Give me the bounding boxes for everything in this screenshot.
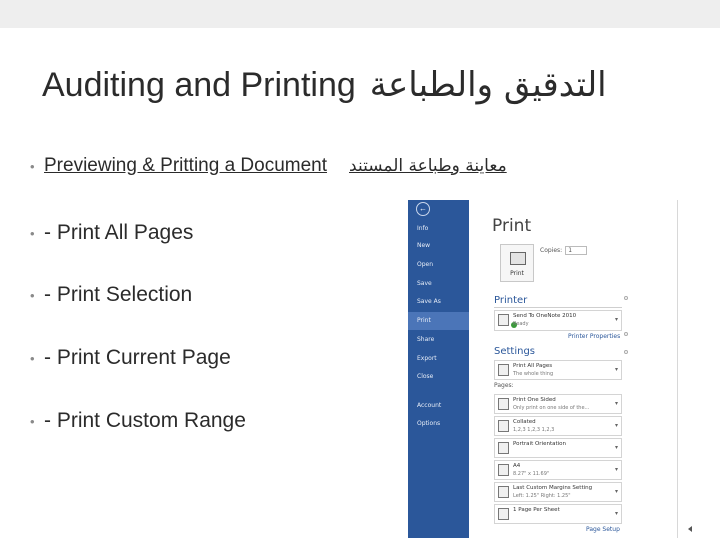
portrait-icon	[498, 442, 509, 454]
margins-dropdown[interactable]	[494, 482, 622, 502]
setting-line1: Collated	[513, 419, 536, 425]
copies-input[interactable]: 1	[565, 246, 587, 255]
nav-item-account[interactable]: Account	[417, 402, 442, 409]
pages-per-sheet-dropdown[interactable]	[494, 504, 622, 524]
sub-bullet-text: - Print Selection	[44, 283, 193, 306]
slide-number-marker	[688, 526, 694, 534]
setting-line1: Print One Sided	[513, 397, 556, 403]
chevron-down-icon: ▾	[614, 445, 618, 451]
setting-line1: Last Custom Margins Setting	[513, 485, 593, 491]
chevron-down-icon: ▾	[614, 489, 618, 495]
margins-icon	[498, 486, 509, 498]
sub-bullet-print-current	[30, 344, 390, 372]
pages-per-sheet-icon	[498, 508, 509, 520]
bullet-icon: •	[30, 158, 35, 174]
title-english: Auditing and Printing	[42, 65, 356, 104]
nav-item-share[interactable]: Share	[417, 336, 435, 343]
pages-icon	[498, 364, 509, 376]
sides-icon	[498, 398, 509, 410]
print-button[interactable]	[500, 244, 534, 282]
info-icon	[624, 332, 628, 336]
info-icon	[624, 296, 628, 300]
printer-dropdown[interactable]	[494, 310, 622, 331]
setting-line1: Portrait Orientation	[513, 441, 567, 447]
copies-label: Copies:	[540, 247, 563, 254]
slide-title	[42, 60, 682, 110]
setting-line1: A4	[513, 463, 521, 469]
printer-properties-link[interactable]: Printer Properties	[568, 333, 621, 340]
printer-heading: Printer	[494, 295, 528, 306]
sub-bullet-print-all	[30, 219, 390, 247]
main-bullet-arabic: معاينة وطباعة المستند	[349, 156, 507, 176]
printer-icon	[510, 252, 526, 265]
nav-item-options[interactable]: Options	[417, 420, 441, 427]
setting-line1: 1 Page Per Sheet	[513, 507, 560, 513]
sub-bullet-text: - Print All Pages	[44, 221, 194, 244]
paper-size-dropdown[interactable]	[494, 460, 622, 480]
nav-item-open[interactable]: Open	[417, 261, 434, 268]
setting-line1: Print All Pages	[513, 363, 553, 369]
bullet-icon: •	[30, 225, 35, 241]
bullet-icon: •	[30, 413, 35, 429]
nav-item-save-as[interactable]: Save As	[417, 298, 441, 305]
setting-line2: Left: 1.25" Right: 1.25"	[513, 493, 571, 499]
sub-bullet-text: - Print Custom Range	[44, 409, 246, 432]
chevron-down-icon: ▾	[614, 423, 618, 429]
sub-bullet-print-custom	[30, 407, 390, 435]
printer-name: Send To OneNote 2010	[513, 313, 577, 319]
page-setup-link[interactable]: Page Setup	[586, 526, 620, 533]
nav-item-export[interactable]: Export	[417, 355, 437, 362]
printer-device-icon	[498, 314, 509, 326]
back-arrow-icon[interactable]: ←	[416, 202, 430, 216]
chevron-down-icon: ▾	[614, 367, 618, 373]
sides-dropdown[interactable]	[494, 394, 622, 414]
printer-divider	[494, 307, 622, 308]
chevron-down-icon: ▾	[614, 511, 618, 517]
paper-icon	[498, 464, 509, 476]
main-bullet-english: Previewing & Pritting a Document	[44, 155, 328, 176]
orientation-dropdown[interactable]	[494, 438, 622, 458]
chevron-down-icon: ▾	[614, 467, 618, 473]
setting-line2: 8.27" x 11.69"	[513, 471, 550, 477]
print-backstage-screenshot	[408, 200, 678, 538]
collate-icon	[498, 420, 509, 432]
setting-line2: 1,2,3 1,2,3 1,2,3	[513, 427, 555, 433]
pages-label: Pages:	[494, 382, 514, 389]
backstage-nav	[408, 200, 469, 538]
collation-dropdown[interactable]	[494, 416, 622, 436]
print-button-label: Print	[510, 270, 524, 277]
sub-bullet-text: - Print Current Page	[44, 346, 231, 369]
printer-status: Ready	[513, 321, 529, 327]
chevron-down-icon: ▾	[614, 317, 618, 323]
copies-control	[540, 246, 587, 255]
info-icon	[624, 350, 628, 354]
pages-range-dropdown[interactable]	[494, 360, 622, 380]
main-bullet	[30, 152, 680, 180]
title-arabic: التدقيق والطباعة	[369, 65, 607, 105]
nav-item-info[interactable]: Info	[417, 225, 429, 232]
top-bar	[0, 0, 720, 28]
bullet-icon: •	[30, 350, 35, 366]
nav-item-save[interactable]: Save	[417, 280, 432, 287]
nav-item-close[interactable]: Close	[417, 373, 434, 380]
nav-item-new[interactable]: New	[417, 242, 431, 249]
setting-line2: The whole thing	[513, 371, 554, 377]
chevron-down-icon: ▾	[614, 401, 618, 407]
nav-item-print[interactable]: Print	[408, 312, 469, 330]
settings-heading: Settings	[494, 346, 536, 357]
print-pane-title: Print	[492, 216, 532, 236]
bullet-icon: •	[30, 287, 35, 303]
sub-bullet-print-selection	[30, 281, 390, 309]
setting-line2: Only print on one side of the...	[513, 405, 590, 411]
